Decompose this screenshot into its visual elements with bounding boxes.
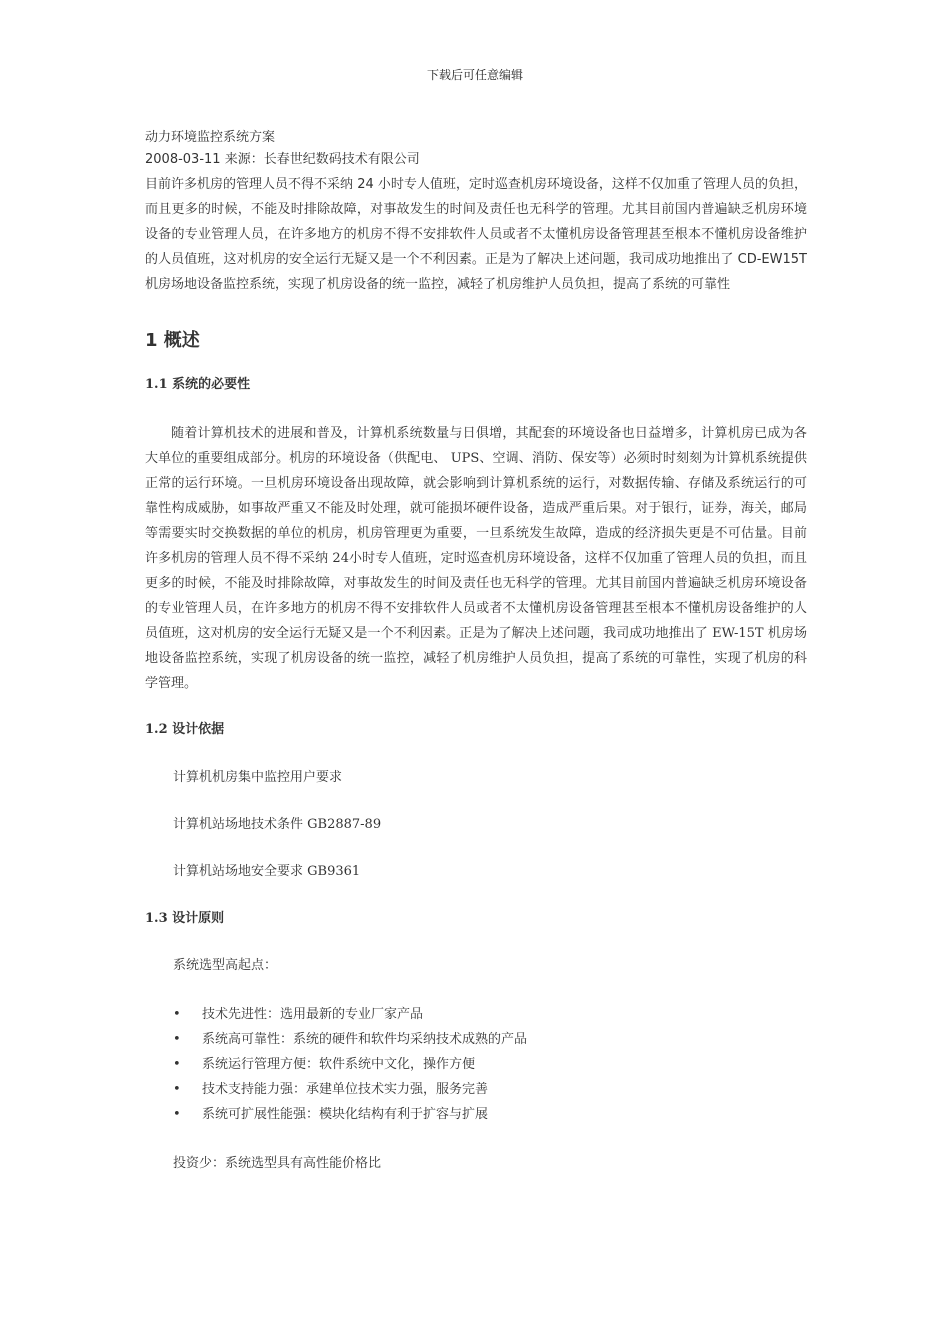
document-title: 动力环境监控系统方案 (145, 130, 276, 145)
document-body (145, 128, 807, 1174)
investment-note: 投资少：系统选型具有高性能价格比 (173, 1156, 382, 1171)
intro-hours: 24 (357, 177, 374, 192)
list-item (145, 1052, 807, 1077)
list-item (145, 1077, 807, 1102)
list-item (145, 1027, 807, 1052)
list-item (145, 1002, 807, 1027)
design-basis-item: 计算机站场地安全要求 GB9361 (173, 864, 361, 879)
list-item (145, 1102, 807, 1127)
document-meta (145, 148, 807, 172)
intro-paragraph (145, 172, 807, 297)
bullet-icon: • (173, 1007, 181, 1022)
bullet-icon: • (173, 1032, 181, 1047)
design-basis-item: 计算机机房集中监控用户要求 (173, 770, 343, 785)
bullet-icon: • (173, 1057, 181, 1072)
intro-text-a: 目前许多机房的管理人员不得不采纳 (145, 177, 354, 192)
subsection-heading-design-principles: 1.3 设计原则 (145, 911, 225, 926)
design-basis-item: 计算机站场地技术条件 GB2887-89 (173, 817, 382, 832)
page-header: 下载后可任意编辑 (426, 68, 523, 82)
necessity-paragraph: 随着计算机技术的进展和普及，计算机系统数量与日俱增，其配套的环境设备也日益增多，计算机房已成为各大单位的重要组成部分。机房的环境设备（供配电、 UPS、空调、消防、保安等）必须时时刻刻为计算机系统提供正常的运行环境。一旦机房环境设备出现故障，就会影响到计算机系统的运行，对数据传输、存储及系统运行的可靠性构成威胁，如事故严重又不能及时处理，就可能损坏硬件设备，造成严重后果。对于银行，证券，海关，邮局等需要实时交换数据的单位的机房，机房管理更为重要，一旦系统发生故障，造成的经济损失更是不可估量。目前许多机房的管理人员不得不采纳 24小时专人值班，定时巡查机房环境设备，这样不仅加重了管理人员的负担，而且更多的时候，不能及时排除故障，对事故发生的时间及责任也无科学的管理。尤其目前国内普遍缺乏机房环境设备的专业管理人员，在许多地方的机房不得不安排软件人员或者不太懂机房设备管理甚至根本不懂机房设备维护的人员值班，这对机房的安全运行无疑又是一个不利因素。正是为了解决上述问题，我司成功地推出了 EW-15T 机房场地设备监控系统，实现了机房设备的统一监控，减轻了机房维护人员负担，提高了系统的可靠性，实现了机房的科学管理。 (145, 426, 807, 691)
subsection-heading-design-basis: 1.2 设计依据 (145, 722, 225, 737)
intro-model: CD-EW15T (737, 252, 807, 267)
feature-list (145, 1002, 807, 1127)
source-line: 来源：长春世纪数码技术有限公司 (224, 152, 420, 167)
list-item-text: 系统运行管理方便：软件系统中文化，操作方便 (202, 1057, 476, 1072)
list-item-text: 技术支持能力强：承建单位技术实力强，服务完善 (202, 1082, 489, 1097)
bullet-icon: • (173, 1107, 181, 1122)
subsection-heading-necessity: 1.1 系统的必要性 (145, 377, 251, 392)
section-heading-overview: 1 概述 (145, 330, 200, 351)
intro-text-b: 小时专人值班，定时巡查机房环境设备，这样不仅加重了管理人员的负担，而且更多的时候，不能及时排除故障，对事故发生的时间及责任也无科学的管理。尤其目前国内普遍缺乏机房环境设备的专业管理人员，在许多地方的机房不得不安排软件人员或者不太懂机房设备管理甚至根本不懂机房设备维护的人员值班，这对机房的安全运行无疑又是一个不利因素。正是为了解决上述问题，我司成功地推出了 (145, 177, 807, 267)
publish-date: 2008-03-11 (145, 152, 221, 167)
list-item-text: 系统可扩展性能强：模块化结构有利于扩容与扩展 (202, 1107, 489, 1122)
list-item-text: 系统高可靠性：系统的硬件和软件均采纳技术成熟的产品 (202, 1032, 528, 1047)
intro-text-c: 机房场地设备监控系统，实现了机房设备的统一监控，减轻了机房维护人员负担，提高了系统的可靠性 (145, 277, 731, 292)
selection-intro: 系统选型高起点： (173, 958, 278, 973)
list-item-text: 技术先进性：选用最新的专业厂家产品 (202, 1007, 424, 1022)
bullet-icon: • (173, 1082, 181, 1097)
